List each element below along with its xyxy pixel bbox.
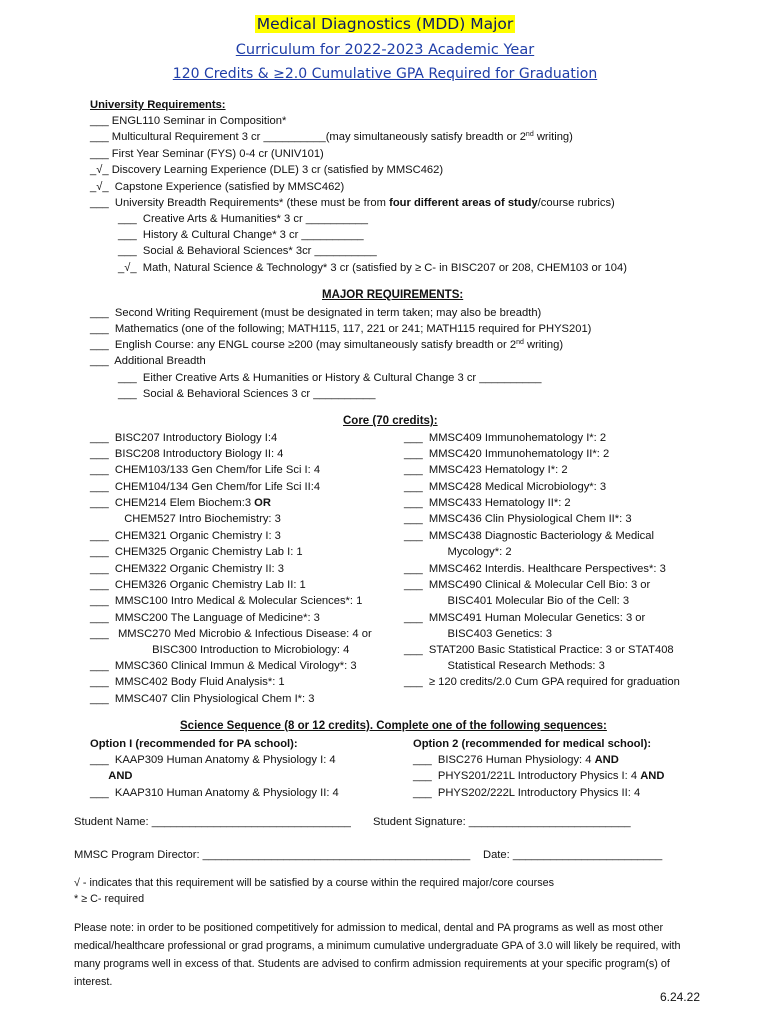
core-course: Mycology*: 2 (404, 546, 512, 558)
science-course: ___ PHYS202/222L Introductory Physics II: 4 (413, 787, 641, 799)
option-2-title: Option 2 (recommended for medical school): (413, 738, 652, 750)
req-line: _√_ Math, Natural Science & Technology* 3 cr (satisfied by ≥ C- in BISC207 or 208, CHEM103 or 104) (118, 262, 627, 274)
core-course: ___ CHEM214 Elem Biochem:3 OR (90, 497, 271, 509)
core-course: ___ MMSC436 Clin Physiological Chem II*: 3 (404, 513, 632, 525)
please-note: Please note: in order to be positioned competitively for admission to medical, dental and PA programs as well as most other medical/healthcare professional or grad programs, a minimum cumulative undergraduate GPA of 3.0 will likely be required, with many programs well in excess of that. Students are advised to confirm admission requirements at your specific program(s) of interest. (74, 922, 681, 988)
core-course: ___ BISC208 Introductory Biology II: 4 (90, 448, 284, 460)
and-label: AND (90, 770, 133, 782)
core-course: ___ CHEM104/134 Gen Chem/for Life Sci II:4 (90, 481, 321, 493)
core-course: ___ MMSC270 Med Microbio & Infectious Disease: 4 or (90, 628, 372, 640)
star-note: * ≥ C- required (74, 893, 145, 905)
core-course: BISC401 Molecular Bio of the Cell: 3 (404, 595, 630, 607)
core-course: ___ MMSC423 Hematology I*: 2 (404, 464, 568, 476)
core-course: ___ MMSC420 Immunohematology II*: 2 (404, 448, 610, 460)
university-heading: University Requirements: (90, 99, 226, 111)
core-course: ___ MMSC407 Clin Physiological Chem I*: 3 (90, 693, 315, 705)
req-line: ___ Additional Breadth (90, 355, 206, 367)
req-line: ___ Mathematics (one of the following; MATH115, 117, 221 or 241; MATH115 required for PHYS201) (90, 323, 592, 335)
graduation-requirement: 120 Credits & ≥2.0 Cumulative GPA Required for Graduation (172, 66, 598, 82)
req-line: ___ History & Cultural Change* 3 cr __________ (118, 229, 364, 241)
core-course: ___ CHEM322 Organic Chemistry II: 3 (90, 563, 284, 575)
core-course: ___ BISC207 Introductory Biology I:4 (90, 432, 278, 444)
core-course: ___ MMSC409 Immunohematology I*: 2 (404, 432, 607, 444)
core-heading: Core (70 credits): (343, 415, 438, 427)
core-course: ___ MMSC428 Medical Microbiology*: 3 (404, 481, 607, 493)
core-course: ___ ≥ 120 credits/2.0 Cum GPA required for graduation (404, 676, 680, 688)
core-course: ___ MMSC100 Intro Medical & Molecular Sciences*: 1 (90, 595, 363, 607)
req-line: _√_ Capstone Experience (satisfied by MMSC462) (90, 181, 345, 193)
core-course: ___ CHEM321 Organic Chemistry I: 3 (90, 530, 281, 542)
core-course: ___ STAT200 Basic Statistical Practice: 3 or STAT408 (404, 644, 674, 656)
core-course: ___ MMSC491 Human Molecular Genetics: 3 or (404, 612, 646, 624)
revision-date: 6.24.22 (659, 990, 700, 1004)
core-course: ___ CHEM325 Organic Chemistry Lab I: 1 (90, 546, 303, 558)
science-heading: Science Sequence (8 or 12 credits). Complete one of the following sequences: (180, 720, 607, 732)
core-course: ___ MMSC200 The Language of Medicine*: 3 (90, 612, 320, 624)
core-course: ___ MMSC490 Clinical & Molecular Cell Bio: 3 or (404, 579, 651, 591)
req-line: ___ First Year Seminar (FYS) 0-4 cr (UNIV101) (90, 148, 324, 160)
check-note: √ - indicates that this requirement will be satisfied by a course within the required major/core courses (74, 877, 555, 889)
core-course: ___ MMSC462 Interdis. Healthcare Perspectives*: 3 (404, 563, 666, 575)
science-course: ___ KAAP310 Human Anatomy & Physiology II: 4 (90, 787, 339, 799)
core-course: BISC403 Genetics: 3 (404, 628, 552, 640)
page-subtitle: Curriculum for 2022-2023 Academic Year (235, 42, 535, 58)
core-course: ___ CHEM103/133 Gen Chem/for Life Sci I: 4 (90, 464, 321, 476)
req-line: ___ Creative Arts & Humanities* 3 cr __________ (118, 213, 368, 225)
req-line: _√_ Discovery Learning Experience (DLE) 3 cr (satisfied by MMSC462) (90, 164, 444, 176)
core-course: CHEM527 Intro Biochemistry: 3 (90, 513, 281, 525)
core-course: BISC300 Introduction to Microbiology: 4 (90, 644, 350, 656)
science-course: ___ KAAP309 Human Anatomy & Physiology I: 4 (90, 754, 336, 766)
req-line: ___ Social & Behavioral Sciences 3 cr __________ (118, 388, 376, 400)
core-course: ___ MMSC433 Hematology II*: 2 (404, 497, 571, 509)
core-course: ___ MMSC360 Clinical Immun & Medical Virology*: 3 (90, 660, 357, 672)
req-line: ___ Social & Behavioral Sciences* 3cr __________ (118, 245, 377, 257)
core-course: ___ MMSC438 Diagnostic Bacteriology & Medical (404, 530, 654, 542)
option-1-title: Option I (recommended for PA school): (90, 738, 298, 750)
science-course: ___ BISC276 Human Physiology: 4 AND (413, 754, 619, 766)
req-line: ___ ENGL110 Seminar in Composition* (90, 115, 287, 127)
req-line: ___ Multicultural Requirement 3 cr __________(may simultaneously satisfy breadth or 2nd writing) (90, 131, 573, 143)
student-name-field: Student Name: ________________________________ (74, 816, 351, 828)
page-title: Medical Diagnostics (MDD) Major (256, 15, 514, 33)
req-line: ___ Either Creative Arts & Humanities or History & Cultural Change 3 cr __________ (118, 372, 542, 384)
req-line: ___ Second Writing Requirement (must be designated in term taken; may also be breadth) (90, 307, 542, 319)
director-field: MMSC Program Director: ___________________________________________ (74, 849, 471, 861)
req-line: ___ English Course: any ENGL course ≥200 (may simultaneously satisfy breadth or 2nd writing) (90, 339, 564, 351)
core-course: Statistical Research Methods: 3 (404, 660, 605, 672)
core-course: ___ CHEM326 Organic Chemistry Lab II: 1 (90, 579, 306, 591)
major-heading: MAJOR REQUIREMENTS: (322, 289, 464, 301)
student-signature-field: Student Signature: __________________________ (373, 816, 631, 828)
req-line: ___ University Breadth Requirements* (these must be from four different areas of study/course rubrics) (90, 197, 615, 209)
science-course: ___ PHYS201/221L Introductory Physics I: 4 AND (413, 770, 665, 782)
core-course: ___ MMSC402 Body Fluid Analysis*: 1 (90, 676, 285, 688)
date-field: Date: ________________________ (483, 849, 663, 861)
